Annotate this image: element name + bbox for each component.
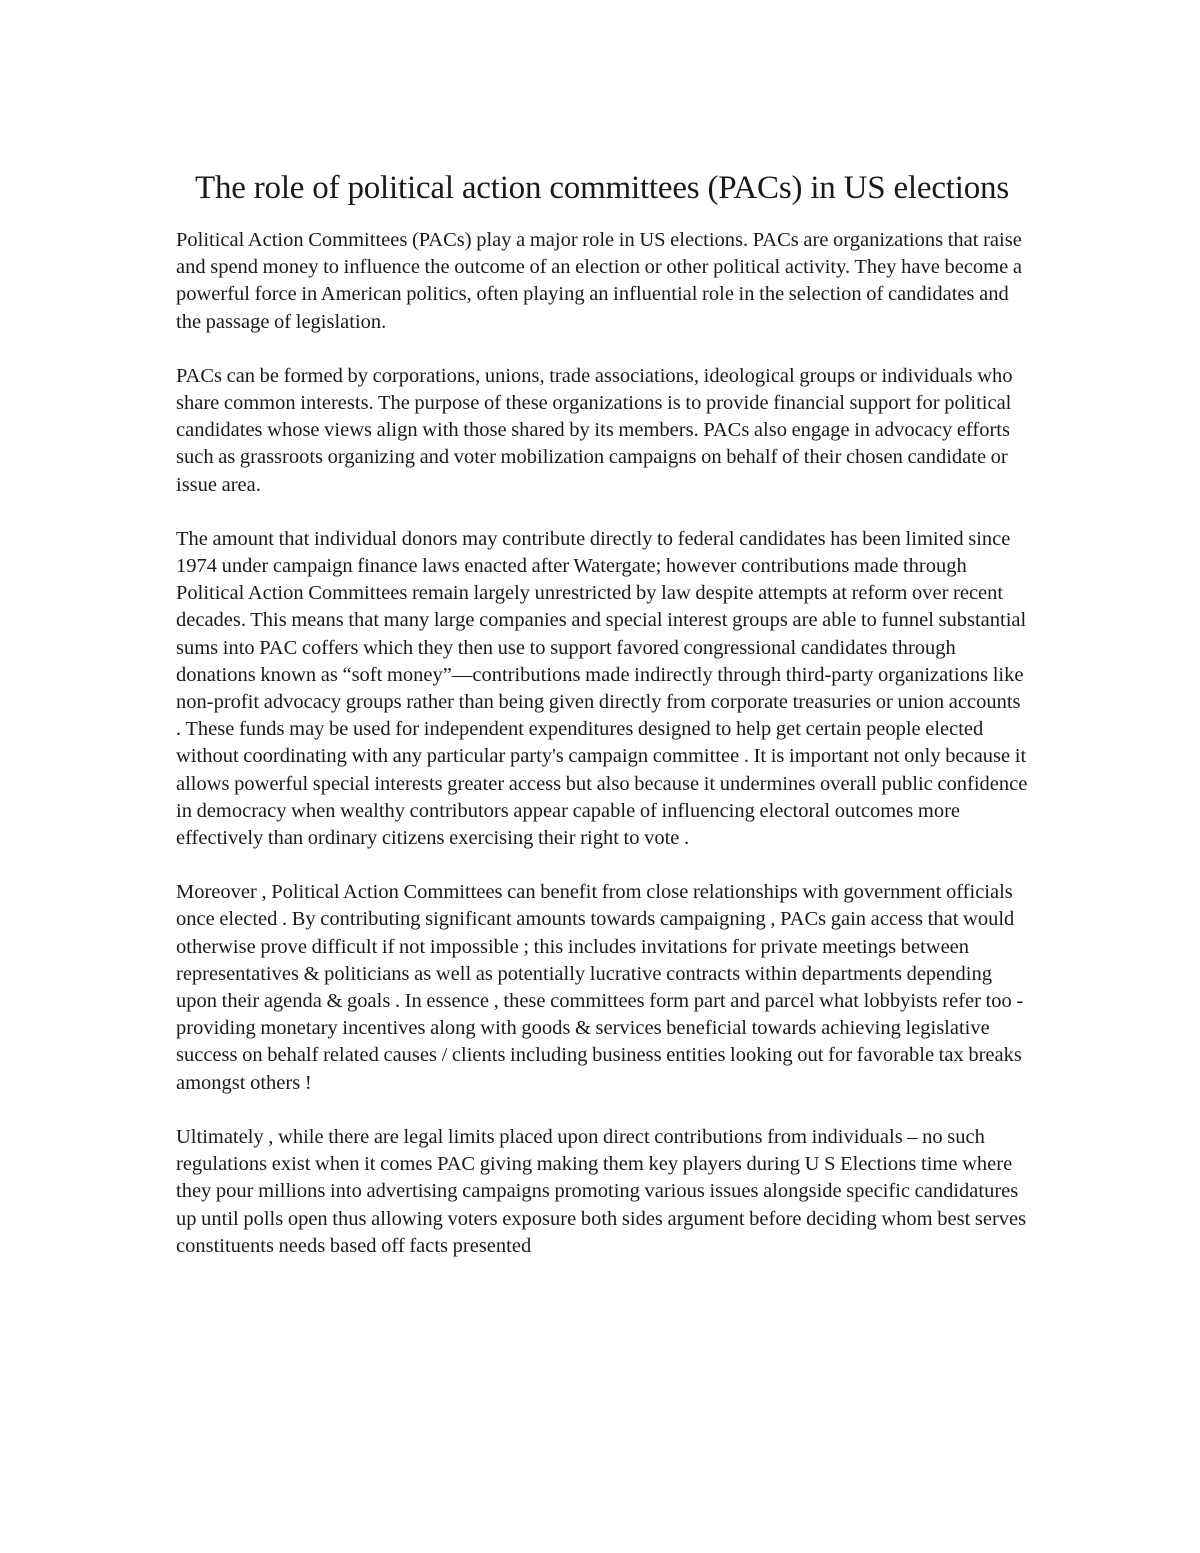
paragraph-intro: Political Action Committees (PACs) play a major role in US elections. PACs are organizations that raise and spend money to influence the outcome of an election or other political activity. They have become a powerful force in American politics, often playing an influential role in the selection of candidates and the passage of legislation. [176, 229, 1022, 333]
paragraph-relationships: Moreover , Political Action Committees can benefit from close relationships with government officials once elected . By contributing significant amounts towards campaigning , PACs gain access that would otherwise prove difficult if not impossible ; this includes invitations for private meetings between representatives & politicians as well as potentially lucrative contracts within departments depending upon their agenda & goals . In essence , these committees form part and parcel what lobbyists refer too - providing monetary incentives along with goods & services beneficial towards achieving legislative success on behalf related causes / clients including business entities looking out for favorable tax breaks amongst others ! [176, 881, 1024, 1094]
paragraph-contribution-limits: The amount that individual donors may contribute directly to federal candidates has been limited since 1974 under campaign finance laws enacted after Watergate; however contributions made through Political Action Committees remain largely unrestricted by law despite attempts at reform over recent decades. This means that many large companies and special interest groups are able to funnel substantial sums into PAC coffers which they then use to support favored congressional candidates through donations known as “soft money”—contributions made indirectly through third-party organizations like non-profit advocacy groups rather than being given directly from corporate treasuries or union accounts . These funds may be used for independent expenditures designed to help get certain people elected without coordinating with any particular party's campaign committee . It is important not only because it allows powerful special interests greater access but also because it undermines overall public confidence in democracy when wealthy contributors appear capable of influencing electoral outcomes more effectively than ordinary citizens exercising their right to vote . [176, 527, 1028, 850]
paragraph-conclusion: Ultimately , while there are legal limits placed upon direct contributions from individuals – no such regulations exist when it comes PAC giving making them key players during U S Elections time where they pour millions into advertising campaigns promoting various issues alongside specific candidatures up until polls open thus allowing voters exposure both sides argument before deciding whom best serves constituents needs based off facts presented [176, 1125, 1027, 1257]
document-page [176, 166, 1028, 1260]
paragraph-formation: PACs can be formed by corporations, unions, trade associations, ideological groups or individuals who share common interests. The purpose of these organizations is to provide financial support for political candidates whose views align with those shared by its members. PACs also engage in advocacy efforts such as grassroots organizing and voter mobilization campaigns on behalf of their chosen candidate or issue area. [176, 364, 1013, 496]
document-title: The role of political action committees (PACs) in US elections [195, 170, 1009, 206]
